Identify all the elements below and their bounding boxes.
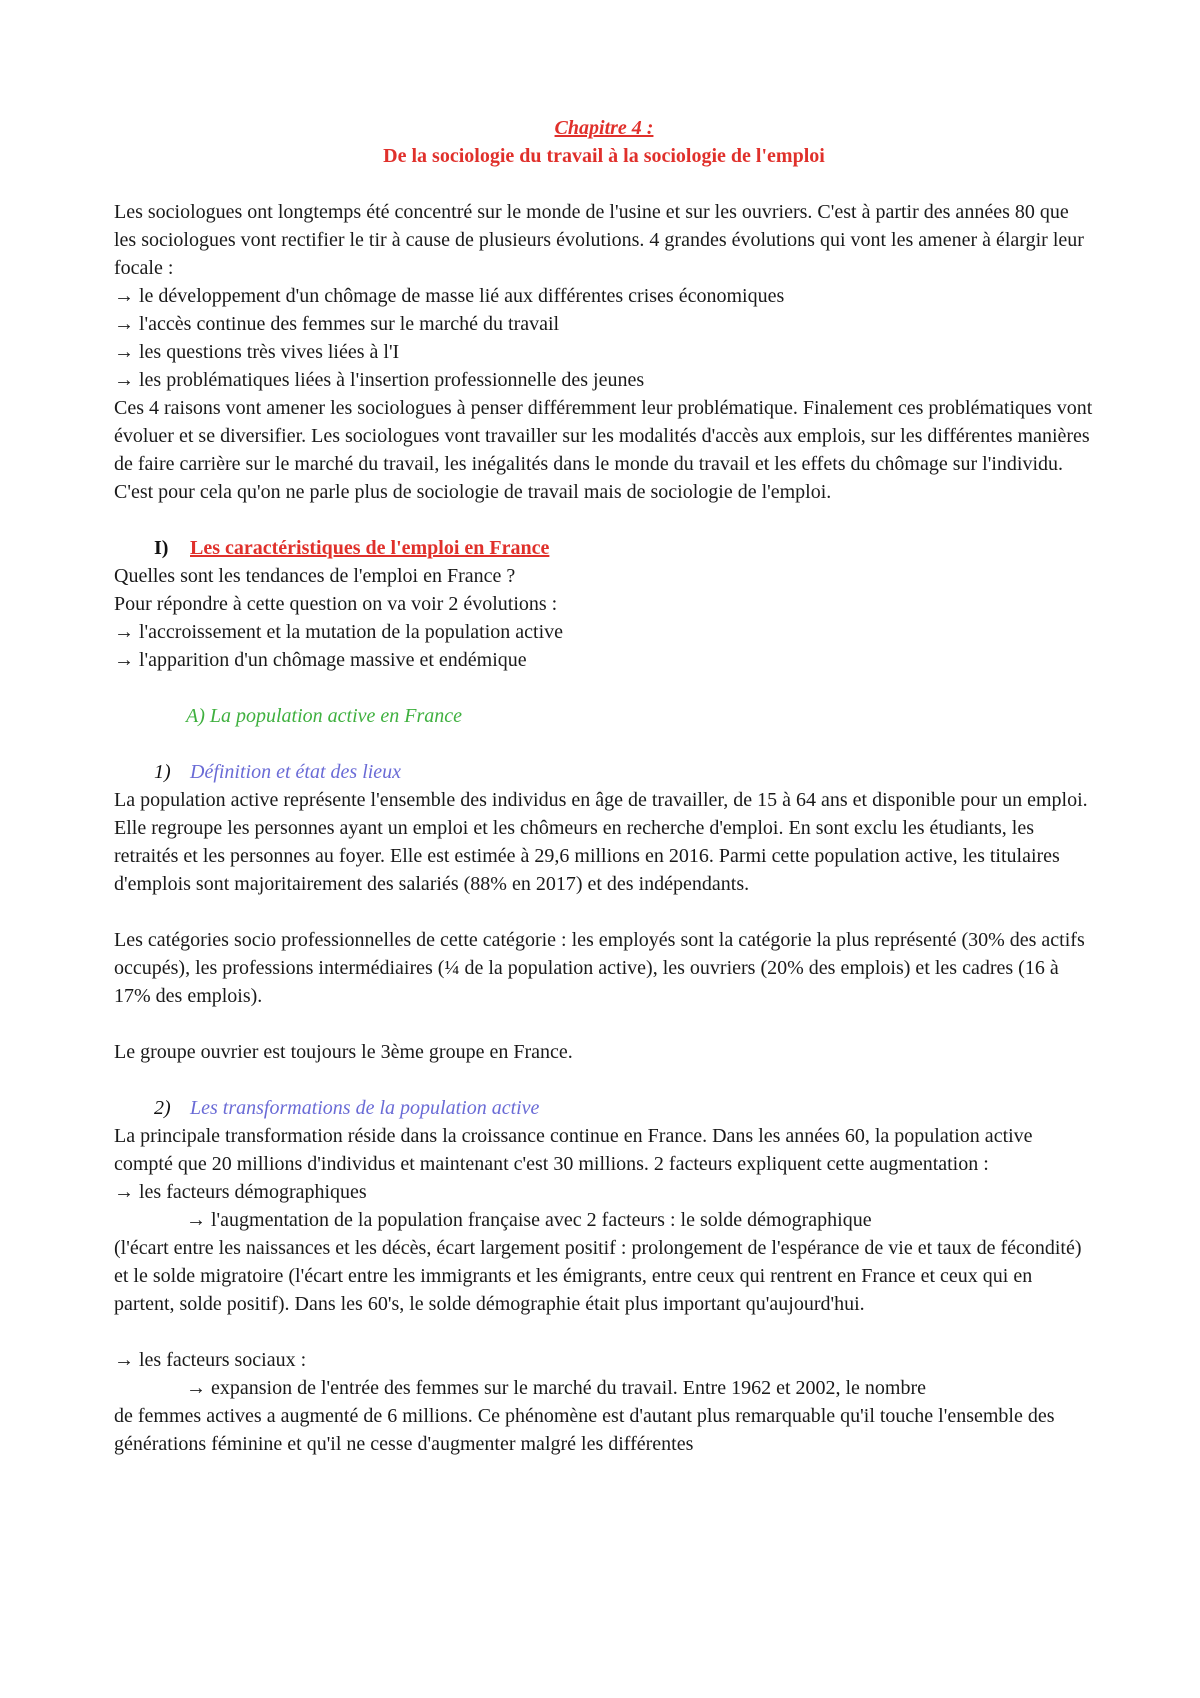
section-title: Les caractéristiques de l'emploi en France — [190, 537, 550, 559]
document-content — [114, 114, 1094, 1458]
section-question: Quelles sont les tendances de l'emploi en France ? — [114, 565, 516, 587]
paragraph: La population active représente l'ensemble des individus en âge de travailler, de 15 à 64 ans et disponible pour un emploi. Elle regroupe les personnes ayant un emploi et les chômeurs en recherche d'emploi. En sont exclu les étudiants, les retraités et les personnes au foyer. Elle est estimée à 29,6 millions en 2016. Parmi cette population active, les titulaires d'emplois sont majoritairement des salariés (88% en 2017) et des indépendants. — [114, 789, 1088, 895]
intro-paragraph: Ces 4 raisons vont amener les sociologues à penser différemment leur problématique. Finalement ces problématiques vont évoluer et se diversifier. Les sociologues vont travailler sur les modalités d'accès aux emplois, sur les différentes manières de faire carrière sur le marché du travail, les inégalités dans le monde du travail et les effets du chômage sur l'individu. C'est pour cela qu'on ne parle plus de sociologie de travail mais de sociologie de l'emploi. — [114, 397, 1093, 503]
paragraph: Les catégories socio professionnelles de cette catégorie : les employés sont la catégorie la plus représenté (30% des actifs occupés), les professions intermédiaires (¼ de la population active), les ouvriers (20% des emplois) et les cadres (16 à 17% des emplois). — [114, 929, 1085, 1007]
subsection-heading: A) La population active en France — [186, 705, 463, 727]
subsubsection-number: 1) — [154, 761, 171, 783]
title-block — [114, 114, 1094, 170]
intro-item: → le développement d'un chômage de masse lié aux différentes crises économiques — [114, 285, 785, 307]
section-item: → l'apparition d'un chômage massive et endémique — [114, 649, 527, 671]
intro-paragraph: Les sociologues ont longtemps été concentré sur le monde de l'usine et sur les ouvriers. C'est à partir des années 80 que les sociologues vont rectifier le tir à cause de plusieurs évolutions. 4 grandes évolutions qui vont les amener à élargir leur focale : — [114, 201, 1084, 279]
subsubsection-heading — [114, 758, 1094, 786]
subsubsection-number: 2) — [154, 1097, 171, 1119]
subsubsection-title: Définition et état des lieux — [190, 761, 402, 783]
chapter-title: De la sociologie du travail à la sociologie de l'emploi — [383, 145, 825, 167]
subsubsection-title: Les transformations de la population active — [190, 1097, 540, 1119]
factor-detail: → expansion de l'entrée des femmes sur le marché du travail. Entre 1962 et 2002, le nombre — [186, 1377, 927, 1399]
paragraph: La principale transformation réside dans la croissance continue en France. Dans les années 60, la population active compté que 20 millions d'individus et maintenant c'est 30 millions. 2 facteurs expliquent cette augmentation : — [114, 1125, 1033, 1175]
section-paragraph: Pour répondre à cette question on va voir 2 évolutions : — [114, 593, 558, 615]
factor-item: → les facteurs sociaux : — [114, 1349, 307, 1371]
intro-item: → les questions très vives liées à l'I — [114, 341, 400, 363]
chapter-label: Chapitre 4 : — [554, 117, 654, 139]
subsubsection-heading — [114, 1094, 1094, 1122]
paragraph: Le groupe ouvrier est toujours le 3ème groupe en France. — [114, 1041, 573, 1063]
factor-detail-continued: (l'écart entre les naissances et les décès, écart largement positif : prolongement de l'espérance de vie et taux de fécondité) et le solde migratoire (l'écart entre les immigrants et les émigrants, entre ceux qui rentrent en France et ceux qui en partent, solde positif). Dans les 60's, le solde démographie était plus important qu'aujourd'hui. — [114, 1237, 1082, 1315]
factor-item: → les facteurs démographiques — [114, 1181, 367, 1203]
factor-detail: → l'augmentation de la population française avec 2 facteurs : le solde démographique — [186, 1209, 872, 1231]
intro-item: → l'accès continue des femmes sur le marché du travail — [114, 313, 560, 335]
section-heading — [114, 534, 1094, 562]
factor-detail-continued: de femmes actives a augmenté de 6 millions. Ce phénomène est d'autant plus remarquable qu'il touche l'ensemble des générations féminine et qu'il ne cesse d'augmenter malgré les différentes — [114, 1405, 1055, 1455]
intro-item: → les problématiques liées à l'insertion professionnelle des jeunes — [114, 369, 645, 391]
section-item: → l'accroissement et la mutation de la population active — [114, 621, 564, 643]
section-number: I) — [154, 537, 169, 559]
